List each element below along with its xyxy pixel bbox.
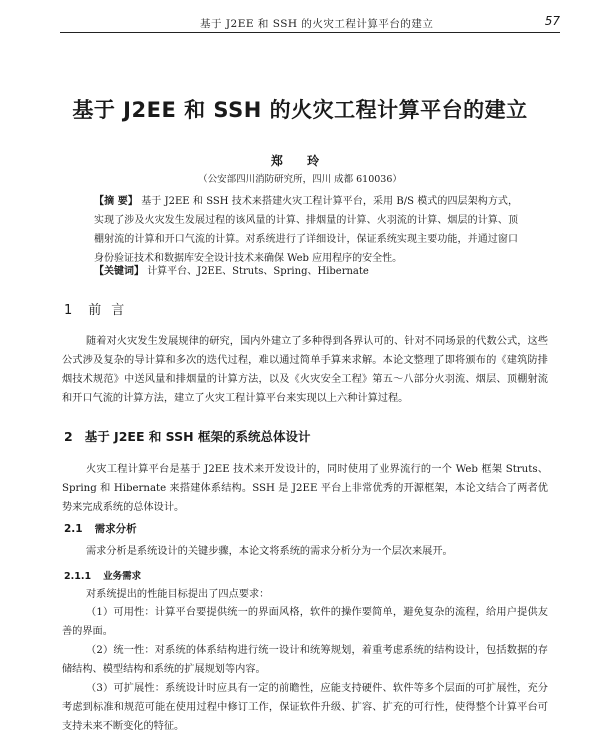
requirement-uniformity: （2）统一性：对系统的体系结构进行统一设计和统筹规划，着重考虑系统的结构设计，包括数据的存储结构、模型结构和系统的扩展规划等内容。 <box>62 645 548 675</box>
section-2-1-title: 需求分析 <box>94 523 137 535</box>
keywords <box>94 262 518 281</box>
section-2-heading <box>64 427 310 445</box>
section-2-1-number: 2.1 <box>64 523 83 535</box>
section-1-title: 前言 <box>88 303 135 318</box>
section-2-1-1-intro: 对系统提出的性能目标提出了四点要求： <box>86 589 270 600</box>
running-title: 基于 J2EE 和 SSH 的火灾工程计算平台的建立 <box>200 18 434 30</box>
section-2-1-paragraph: 需求分析是系统设计的关键步骤，本论文将系统的需求分析分为一个层次来展开。 <box>86 546 453 557</box>
section-2-1-1-number: 2.1.1 <box>64 571 92 582</box>
section-1-number: 1 <box>64 303 73 318</box>
abstract <box>94 192 518 268</box>
page-number: 57 <box>544 14 560 28</box>
section-2-1-1-title: 业务需求 <box>103 571 142 582</box>
author: 郑 玲 <box>270 154 330 168</box>
affiliation: （公安部四川消防研究所，四川 成都 610036） <box>198 174 402 185</box>
section-2-1-heading <box>64 521 137 536</box>
section-2-paragraph: 火灾工程计算平台是基于 J2EE 技术来开发设计的，同时使用了业界流行的一个 Web 框架 Struts、Spring 和 Hibernate 来搭建体系结构。SSH 是 J2EE 平台上非常优秀的开源框架，本论文结合了两者优势来完成系统的总体设计。 <box>62 464 548 513</box>
section-1-heading <box>64 299 134 318</box>
keywords-text: 计算平台、J2EE、Struts、Spring、Hibernate <box>147 266 369 277</box>
keywords-label: 【关键词】 <box>94 266 144 277</box>
section-2-number: 2 <box>64 429 73 444</box>
section-2-1-1-heading <box>64 568 141 582</box>
section-2-title: 基于 J2EE 和 SSH 框架的系统总体设计 <box>84 429 311 444</box>
abstract-text: 基于 J2EE 和 SSH 技术来搭建火灾工程计算平台，采用 B/S 模式的四层架构方式，实现了涉及火灾发生发展过程的该风量的计算、排烟量的计算、火羽流的计算、烟层的计算、顶棚射流的计算和开口气流的计算。对系统进行了详细设计，保证系统实现主要功能，并通过窗口身份验证技术和数据库安全设计技术来确保 Web 应用程序的安全性。 <box>94 196 518 264</box>
paper-title: 基于 J2EE 和 SSH 的火灾工程计算平台的建立 <box>72 98 528 122</box>
abstract-label: 【摘 要】 <box>94 196 138 207</box>
requirement-usability: （1）可用性：计算平台要提供统一的界面风格，软件的操作要简单，避免复杂的流程，给用户提供友善的界面。 <box>62 607 548 637</box>
running-header <box>60 14 560 33</box>
requirement-extensibility: （3）可扩展性：系统设计时应具有一定的前瞻性，应能支持硬件、软件等多个层面的可扩展性，充分考虑到标准和规范可能在使用过程中修订工作，保证软件升级、扩容、扩充的可行性，使得整个计算平台可支持未来不断变化的特征。 <box>62 683 548 732</box>
section-1-paragraph: 随着对火灾发生发展规律的研究，国内外建立了多种得到各界认可的、针对不同场景的代数公式，这些公式涉及复杂的导计算和多次的迭代过程，难以通过简单手算来求解。本论文整理了即将颁布的《建筑防排烟技术规范》中送风量和排烟量的计算方法，以及《火灾安全工程》第五～八部分火羽流、烟层、顶棚射流和开口气流的计算方法，建立了火灾工程计算平台来实现以上六种计算过程。 <box>62 336 548 404</box>
